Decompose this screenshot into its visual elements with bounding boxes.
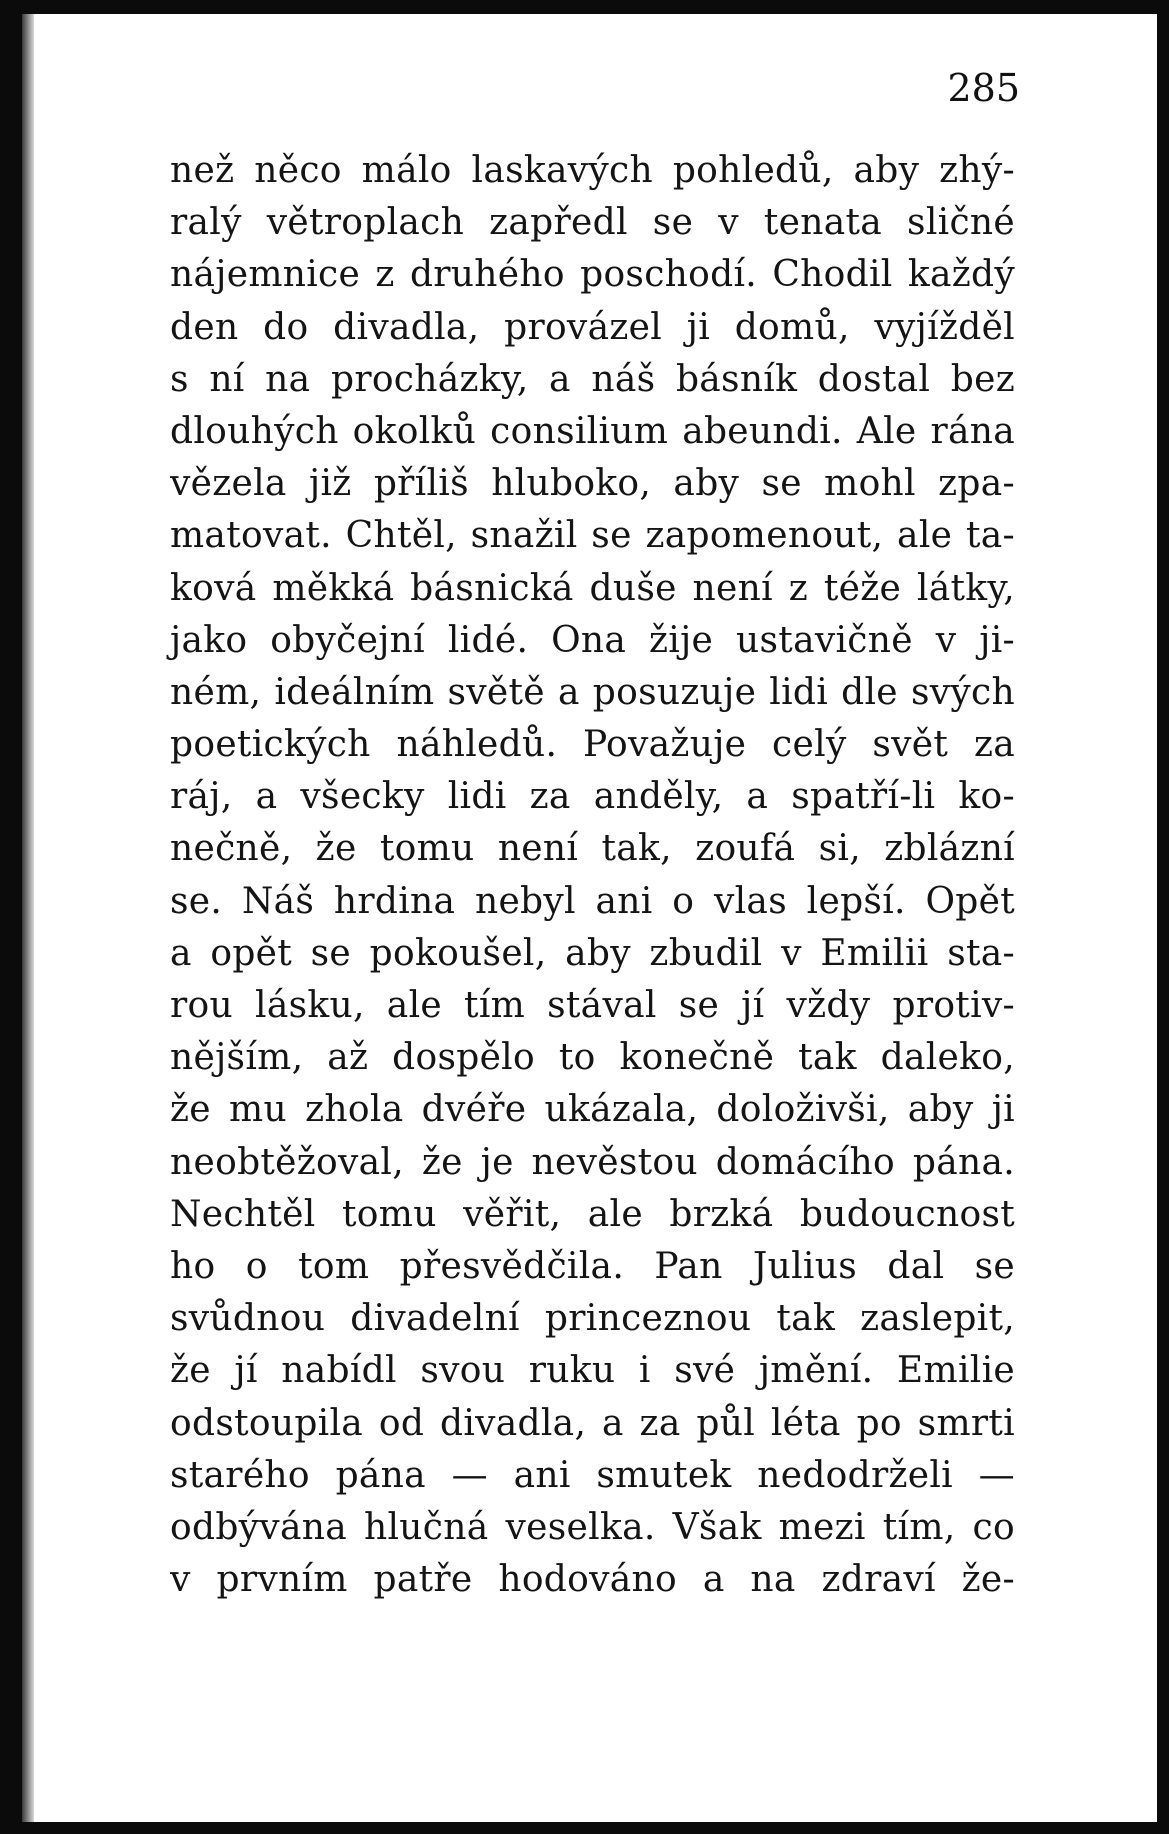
text-line: Nechtěl tomu věřit, ale brzká budoucnost: [170, 1193, 1015, 1235]
text-line: nájemnice z druhého poschodí. Chodil každý: [170, 254, 1015, 296]
text-line: svůdnou divadelní princeznou tak zaslepit,: [170, 1298, 1015, 1340]
scan-border-top: [0, 0, 1169, 14]
text-line: neobtěžoval, že je nevěstou domácího pána.: [170, 1141, 1015, 1183]
text-line: v prvním patře hodováno a na zdraví že-: [170, 1559, 1015, 1601]
text-line: den do divadla, provázel ji domů, vyjížděl: [170, 306, 1015, 348]
text-line: dlouhých okolků consilium abeundi. Ale rána: [170, 410, 1015, 452]
text-line: ková měkká básnická duše není z téže látky,: [170, 567, 1015, 609]
text-line: a opět se pokoušel, aby zbudil v Emilii sta-: [170, 932, 1015, 974]
text-line: rou lásku, ale tím stával se jí vždy protiv-: [170, 985, 1015, 1026]
text-line: vězela již příliš hluboko, aby se mohl zpa-: [170, 463, 1015, 505]
page-gutter-shadow: [22, 14, 34, 1824]
text-line: že mu zhola dvéře ukázala, doloživši, aby ji: [170, 1089, 1015, 1131]
text-line: starého pána — ani smutek nedodrželi —: [170, 1454, 1015, 1496]
text-line: než něco málo laskavých pohledů, aby zhý-: [170, 150, 1015, 191]
body-text: [170, 145, 1015, 1606]
text-line: odbývána hlučná veselka. Však mezi tím, co: [170, 1506, 1015, 1548]
text-line: ném, ideálním světě a posuzuje lidi dle svých: [170, 671, 1015, 713]
text-line: ho o tom přesvědčila. Pan Julius dal se: [170, 1245, 1015, 1287]
text-line: matovat. Chtěl, snažil se zapomenout, ale ta-: [170, 515, 1015, 557]
scan-border-bottom: [0, 1822, 1169, 1834]
page-number: 285: [947, 66, 1020, 110]
text-line: že jí nabídl svou ruku i své jmění. Emilie: [170, 1350, 1015, 1392]
text-line: s ní na procházky, a náš básník dostal bez: [170, 358, 1015, 400]
text-line: nečně, že tomu není tak, zoufá si, zblázní: [170, 828, 1015, 870]
text-line: nějším, až dospělo to konečně tak daleko,: [170, 1037, 1015, 1079]
text-line: odstoupila od divadla, a za půl léta po smrti: [170, 1402, 1015, 1444]
text-line: poetických náhledů. Považuje celý svět za: [170, 724, 1015, 766]
scan-border-right: [1157, 0, 1169, 1834]
scan-border-left: [0, 0, 22, 1834]
text-line: ralý větroplach zapředl se v tenata sličné: [170, 202, 1015, 244]
text-line: se. Náš hrdina nebyl ani o vlas lepší. Opět: [170, 880, 1015, 922]
text-line: ráj, a všecky lidi za anděly, a spatří-li ko-: [170, 776, 1015, 818]
text-line: jako obyčejní lidé. Ona žije ustavičně v ji-: [170, 619, 1015, 661]
